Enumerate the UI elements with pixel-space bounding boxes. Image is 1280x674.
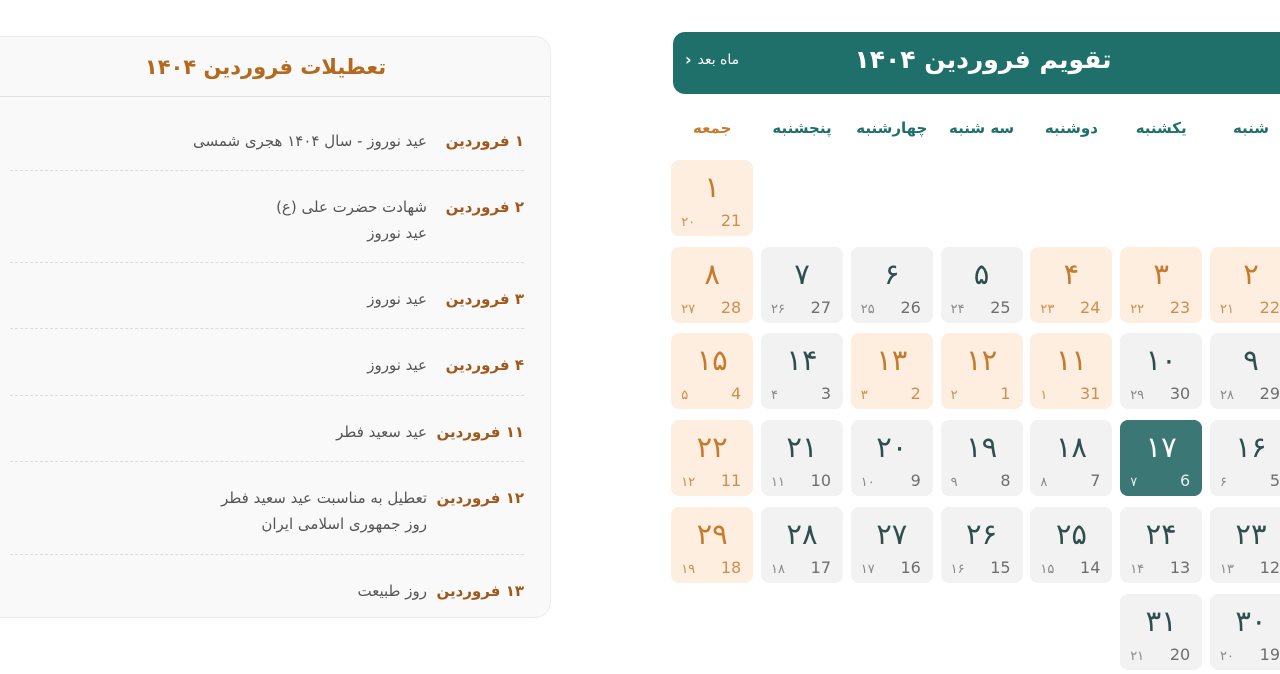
- holiday-date: ۴ فروردین: [445, 356, 524, 374]
- gregorian-date: 9: [910, 471, 921, 491]
- day-number: ۲۴: [1145, 516, 1177, 551]
- hijri-date: ۲۲: [1130, 301, 1145, 317]
- day-cell[interactable]: [1210, 420, 1280, 496]
- gregorian-date: 14: [1080, 557, 1101, 577]
- hijri-date: ۲۴: [950, 301, 965, 317]
- weekday-label: شنبه: [1232, 119, 1270, 137]
- day-number: ۲۲: [696, 430, 728, 465]
- holiday-description-line: عید نوروز: [367, 356, 427, 374]
- gregorian-date: 31: [1080, 384, 1101, 404]
- holiday-description-line: شهادت حضرت علی (ع): [276, 198, 427, 216]
- day-number: ۱۶: [1235, 430, 1267, 465]
- day-cell[interactable]: [851, 420, 933, 496]
- day-cell[interactable]: [851, 247, 933, 323]
- holiday-row: [10, 396, 524, 462]
- gregorian-date: 4: [731, 384, 742, 404]
- day-cell[interactable]: [941, 333, 1023, 409]
- holiday-description-line: تعطیل به مناسبت عید سعید فطر: [221, 489, 427, 507]
- holiday-description-line: عید نوروز - سال ۱۴۰۴ هجری شمسی: [192, 132, 427, 150]
- holiday-description: [193, 128, 427, 154]
- holiday-description: [336, 419, 427, 445]
- day-number: ۲۵: [1055, 516, 1087, 551]
- hijri-date: ۱۸: [771, 561, 785, 577]
- day-cell[interactable]: [761, 333, 843, 409]
- hijri-date: ۷: [1130, 475, 1138, 491]
- holiday-row: [10, 171, 524, 263]
- hijri-date: ۲۰: [681, 215, 696, 230]
- day-cell[interactable]: [671, 507, 753, 583]
- day-number: ۱۸: [1055, 430, 1087, 465]
- day-cell[interactable]: [1030, 333, 1112, 409]
- day-number: ۱۲: [966, 343, 998, 378]
- day-cell[interactable]: [1030, 247, 1112, 323]
- hijri-date: ۱۴: [1130, 561, 1145, 577]
- hijri-date: ۴: [771, 388, 778, 404]
- hijri-date: ۲: [950, 388, 958, 404]
- gregorian-date: 10: [810, 471, 831, 491]
- holiday-description: [367, 286, 427, 312]
- holiday-row: [10, 329, 524, 396]
- gregorian-date: 7: [1090, 471, 1101, 491]
- gregorian-date: 3: [820, 384, 831, 404]
- day-cell[interactable]: [941, 507, 1023, 583]
- day-cell[interactable]: [671, 160, 753, 236]
- gregorian-date: 21: [720, 211, 742, 230]
- hijri-date: ۸: [1040, 475, 1048, 491]
- day-cell[interactable]: [941, 247, 1023, 323]
- holiday-date: ۱ فروردین: [445, 132, 524, 150]
- hijri-date: ۳: [860, 388, 868, 404]
- hijri-date: ۱۳: [1220, 561, 1234, 577]
- day-cell-today[interactable]: [1120, 420, 1202, 496]
- day-number: ۱۱: [1055, 343, 1087, 378]
- day-number: ۲۰: [876, 430, 908, 465]
- day-cell[interactable]: [941, 420, 1023, 496]
- day-number: ۴: [1063, 256, 1080, 291]
- hijri-date: ۶: [1220, 475, 1227, 491]
- gregorian-date: 27: [810, 297, 831, 317]
- hijri-date: ۲۶: [771, 301, 785, 317]
- calendar-header: [673, 32, 1280, 94]
- gregorian-date: 29: [1259, 384, 1280, 404]
- gregorian-date: 17: [810, 557, 831, 577]
- gregorian-date: 6: [1180, 471, 1191, 491]
- hijri-date: ۲۷: [681, 301, 696, 317]
- holiday-description-line: روز جمهوری اسلامی ایران: [261, 515, 427, 533]
- holidays-title: تعطیلات فروردین ۱۴۰۴: [144, 54, 387, 79]
- day-number: ۲۹: [696, 516, 728, 551]
- hijri-date: ۲۳: [1040, 301, 1055, 317]
- gregorian-date: 23: [1169, 297, 1191, 317]
- day-cell[interactable]: [761, 247, 843, 323]
- gregorian-date: 18: [720, 557, 742, 577]
- hijri-date: ۲۱: [1220, 301, 1234, 317]
- day-number: ۲: [1243, 256, 1259, 291]
- holiday-date: ۲ فروردین: [445, 198, 524, 216]
- holidays-panel: [0, 36, 551, 618]
- day-number: ۲۷: [876, 516, 908, 551]
- gregorian-date: 12: [1259, 557, 1280, 577]
- day-cell[interactable]: [1120, 507, 1202, 583]
- holiday-description: [276, 194, 427, 246]
- hijri-date: ۱۱: [771, 475, 785, 491]
- day-number: ۱۰: [1145, 343, 1177, 378]
- gregorian-date: 15: [990, 557, 1011, 577]
- gregorian-date: 16: [900, 557, 921, 577]
- day-cell[interactable]: [1210, 333, 1280, 409]
- day-number: ۱۹: [966, 430, 998, 465]
- weekday-label: سه شنبه: [949, 119, 1015, 137]
- day-cell[interactable]: [671, 420, 753, 496]
- holiday-description-line: عید نوروز: [367, 224, 427, 242]
- gregorian-date: 19: [1259, 644, 1280, 664]
- weekday-label: جمعه: [692, 119, 732, 137]
- next-month-button[interactable]: [685, 50, 739, 69]
- hijri-date: ۲۰: [1220, 648, 1234, 664]
- hijri-date: ۱۲: [681, 475, 696, 491]
- day-cell[interactable]: [671, 247, 753, 323]
- day-cell[interactable]: [1120, 594, 1202, 670]
- day-number: ۵: [973, 256, 990, 291]
- day-number: ۲۳: [1235, 516, 1267, 551]
- holiday-row: [10, 462, 524, 555]
- day-number: ۲۸: [786, 516, 818, 551]
- holiday-row: [10, 555, 524, 615]
- day-number: ۲۱: [786, 430, 818, 465]
- hijri-date: ۱۹: [681, 561, 696, 577]
- hijri-date: ۲۸: [1220, 388, 1234, 404]
- chevron-right-icon: ›: [685, 50, 692, 69]
- gregorian-date: 26: [900, 297, 921, 317]
- day-number: ۳۰: [1235, 603, 1267, 638]
- day-number: ۷: [794, 256, 810, 291]
- day-cell[interactable]: [1030, 507, 1112, 583]
- day-cell[interactable]: [1210, 594, 1280, 670]
- day-number: ۶: [884, 256, 900, 291]
- holiday-description: [221, 485, 427, 537]
- day-cell[interactable]: [851, 507, 933, 583]
- gregorian-date: 22: [1259, 297, 1280, 317]
- holiday-description-line: روز طبیعت: [357, 582, 427, 600]
- day-number: ۳۱: [1145, 603, 1177, 638]
- day-cell[interactable]: [761, 507, 843, 583]
- gregorian-date: 5: [1269, 471, 1280, 491]
- gregorian-date: 28: [720, 297, 742, 317]
- hijri-date: ۵: [681, 388, 689, 404]
- day-number: ۱۷: [1145, 430, 1177, 465]
- gregorian-date: 25: [990, 297, 1011, 317]
- day-cell[interactable]: [1030, 420, 1112, 496]
- holidays-header: [0, 37, 550, 97]
- hijri-date: ۱۶: [950, 561, 965, 577]
- day-number: ۳: [1153, 256, 1169, 291]
- day-number: ۸: [704, 256, 720, 291]
- day-number: ۱: [704, 170, 720, 204]
- day-number: ۹: [1243, 343, 1259, 378]
- holiday-description: [358, 578, 427, 604]
- gregorian-date: 1: [1000, 384, 1011, 404]
- hijri-date: ۱: [1040, 388, 1048, 404]
- holiday-date: ۱۲ فروردین: [436, 489, 524, 507]
- day-cell[interactable]: [1210, 507, 1280, 583]
- holiday-date: ۱۱ فروردین: [436, 423, 524, 441]
- gregorian-date: 13: [1169, 557, 1191, 577]
- hijri-date: ۱۵: [1040, 561, 1055, 577]
- gregorian-date: 24: [1080, 297, 1101, 317]
- holiday-row: [10, 263, 524, 329]
- hijri-date: ۹: [950, 475, 958, 491]
- hijri-date: ۲۱: [1130, 648, 1145, 664]
- gregorian-date: 11: [720, 471, 742, 491]
- weekday-label: پنجشنبه: [772, 119, 832, 137]
- gregorian-date: 2: [910, 384, 921, 404]
- weekday-label: چهارشنبه: [856, 119, 928, 137]
- hijri-date: ۱۷: [860, 561, 875, 577]
- holiday-row: [10, 105, 524, 171]
- next-month-label: ماه بعد: [697, 51, 740, 68]
- day-number: ۱۴: [786, 343, 818, 378]
- holiday-description-line: عید سعید فطر: [336, 423, 427, 441]
- weekday-label: یکشنبه: [1135, 119, 1187, 137]
- calendar-title: تقویم فروردین ۱۴۰۴: [854, 45, 1112, 74]
- holiday-date: ۳ فروردین: [445, 290, 524, 308]
- day-number: ۱۵: [696, 343, 728, 378]
- day-number: ۱۳: [876, 343, 908, 378]
- gregorian-date: 8: [1000, 471, 1011, 491]
- holiday-description: [367, 352, 427, 378]
- day-cell[interactable]: [671, 333, 753, 409]
- gregorian-date: 20: [1169, 644, 1191, 664]
- holiday-description-line: عید نوروز: [367, 290, 427, 308]
- day-cell[interactable]: [1120, 333, 1202, 409]
- day-cell[interactable]: [1210, 247, 1280, 323]
- day-number: ۲۶: [966, 516, 998, 551]
- weekday-label: دوشنبه: [1044, 119, 1098, 137]
- hijri-date: ۲۵: [860, 301, 875, 317]
- hijri-date: ۲۹: [1130, 388, 1145, 404]
- holiday-date: ۱۳ فروردین: [436, 582, 524, 600]
- hijri-date: ۱۰: [860, 475, 875, 491]
- day-cell[interactable]: [851, 333, 933, 409]
- day-cell[interactable]: [1120, 247, 1202, 323]
- day-cell[interactable]: [761, 420, 843, 496]
- gregorian-date: 30: [1169, 384, 1191, 404]
